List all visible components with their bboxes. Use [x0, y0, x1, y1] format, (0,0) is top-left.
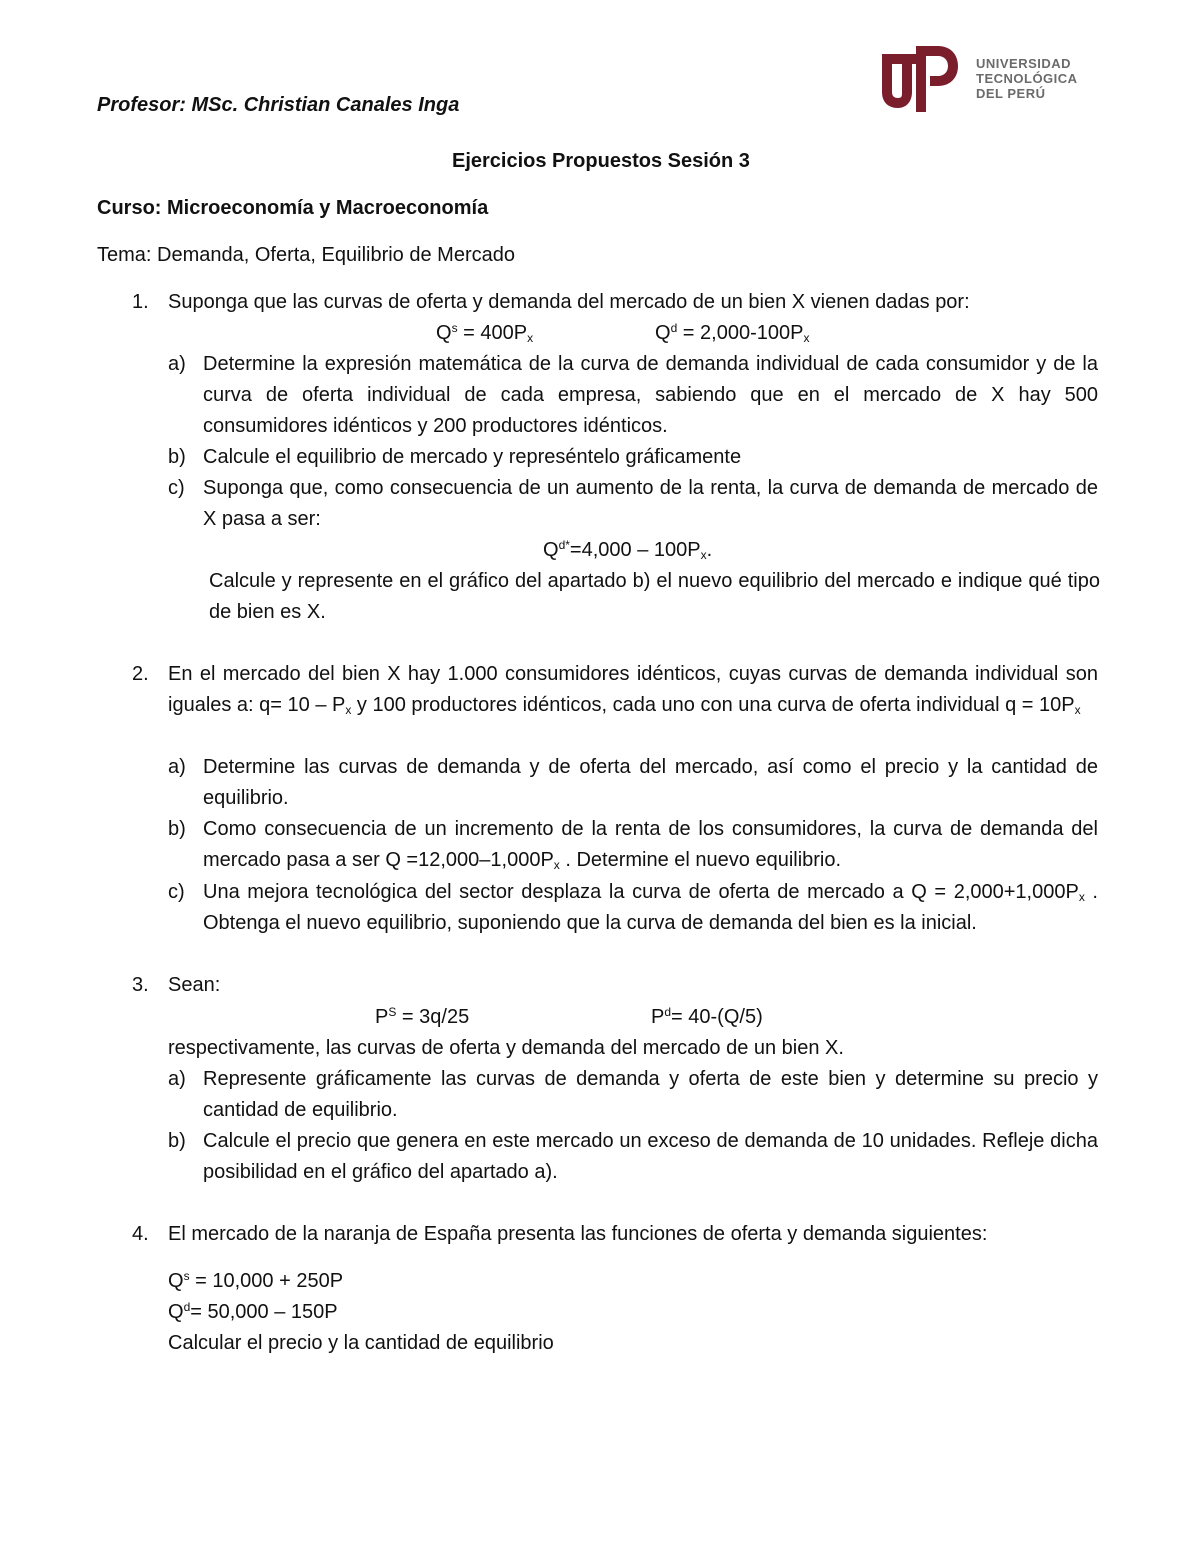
logo-wordmark — [976, 56, 1078, 101]
ex1-a-text: Determine la expresión matemática de la curva de demanda individual de cada consumidor y de la curva de oferta individual de cada empresa, sabiendo que en el mercado de X hay 500 consumidores idénticos y 200 productores idénticos. — [203, 353, 1098, 437]
ex3-b-text: Calcule el precio que genera en este mercado un exceso de demanda de 10 unidades. Refleje dicha posibilidad en el gráfico del apartado a). — [203, 1130, 1098, 1183]
ex1-b-text: Calcule el equilibrio de mercado y represéntelo gráficamente — [203, 446, 742, 468]
professor-line: Profesor: MSc. Christian Canales Inga — [97, 94, 460, 116]
ex1-b-label: b) — [168, 446, 186, 468]
ex1-c-text: Suponga que, como consecuencia de un aumento de la renta, la curva de demanda de mercado de X pasa a ser: — [203, 477, 1098, 530]
ex1-number: 1. — [132, 291, 149, 313]
ex3-a-text: Represente gráficamente las curvas de demanda y oferta de este bien y determine su precio y cantidad de equilibrio. — [203, 1068, 1098, 1121]
page-title: Ejercicios Propuestos Sesión 3 — [452, 150, 750, 172]
ex2-c-text: Una mejora tecnológica del sector desplaza la curva de oferta de mercado a $Q = 2,000+1,000P_x$ . Obtenga el nuevo equilibrio, suponiendo que la curva de demanda del bien es la inicial. — [203, 881, 1098, 934]
utp-logo-icon — [878, 42, 968, 114]
ex4-intro: El mercado de la naranja de España presenta las funciones de oferta y demanda siguientes: — [168, 1223, 988, 1245]
ex4-number: 4. — [132, 1223, 149, 1245]
ex4-task: Calcular el precio y la cantidad de equilibrio — [168, 1332, 554, 1354]
ex1-c-label: c) — [168, 477, 185, 499]
course-line: Curso: Microeconomía y Macroeconomía — [97, 197, 489, 219]
ex1-eq-demand: $Q^d = 2,000-100P_x$ — [655, 321, 810, 345]
ex1-a-label: a) — [168, 353, 186, 375]
ex1-c-followup: Calcule y represente en el gráfico del apartado b) el nuevo equilibrio del mercado e indique qué tipo de bien es X. — [209, 570, 1100, 623]
ex2-a-text: Determine las curvas de demanda y de oferta del mercado, así como el precio y la cantidad de equilibrio. — [203, 756, 1098, 809]
ex2-b-label: b) — [168, 818, 186, 840]
ex4-eq-supply: $Q^s = 10,000 + 250P$ — [168, 1269, 344, 1292]
ex2-a-label: a) — [168, 756, 186, 778]
ex1-c-equation: $Q^{d*}=4,000 - 100P_x$. — [543, 538, 713, 562]
ex1-eq-supply: $Q^s = 400P_x$ — [436, 321, 534, 345]
ex4-eq-demand: $Q^d= 50,000 - 150P$ — [168, 1300, 338, 1323]
ex2-intro: En el mercado del bien X hay 1.000 consumidores idénticos, cuyas curvas de demanda individual son iguales a: $q= 10 - P_x$ y 100 productores idénticos, cada uno con una curva de oferta individual $q = 10P_x$ — [168, 663, 1098, 717]
ex3-eq-demand: $P^d= 40-(Q/5)$ — [651, 1005, 763, 1028]
topic-line: Tema: Demanda, Oferta, Equilibrio de Mercado — [97, 244, 515, 266]
ex3-eq-supply: $P^S = 3q/25$ — [375, 1005, 470, 1028]
ex2-c-label: c) — [168, 881, 185, 903]
ex3-intro: Sean: — [168, 974, 221, 996]
ex3-after: respectivamente, las curvas de oferta y demanda del mercado de un bien X. — [168, 1037, 844, 1059]
ex2-b-text: Como consecuencia de un incremento de la renta de los consumidores, la curva de demanda del mercado pasa a ser $Q =12,000-1,000P_x$ . Determine el nuevo equilibrio. — [203, 818, 1098, 872]
logo-line-3: DEL PERÚ — [976, 86, 1046, 101]
logo-line-1: UNIVERSIDAD — [976, 56, 1072, 71]
ex3-a-label: a) — [168, 1068, 186, 1090]
ex2-number: 2. — [132, 663, 149, 685]
ex1-intro: Suponga que las curvas de oferta y demanda del mercado de un bien X vienen dadas por: — [168, 291, 970, 313]
ex3-number: 3. — [132, 974, 149, 996]
logo-line-2: TECNOLÓGICA — [976, 71, 1078, 86]
ex3-b-label: b) — [168, 1130, 186, 1152]
